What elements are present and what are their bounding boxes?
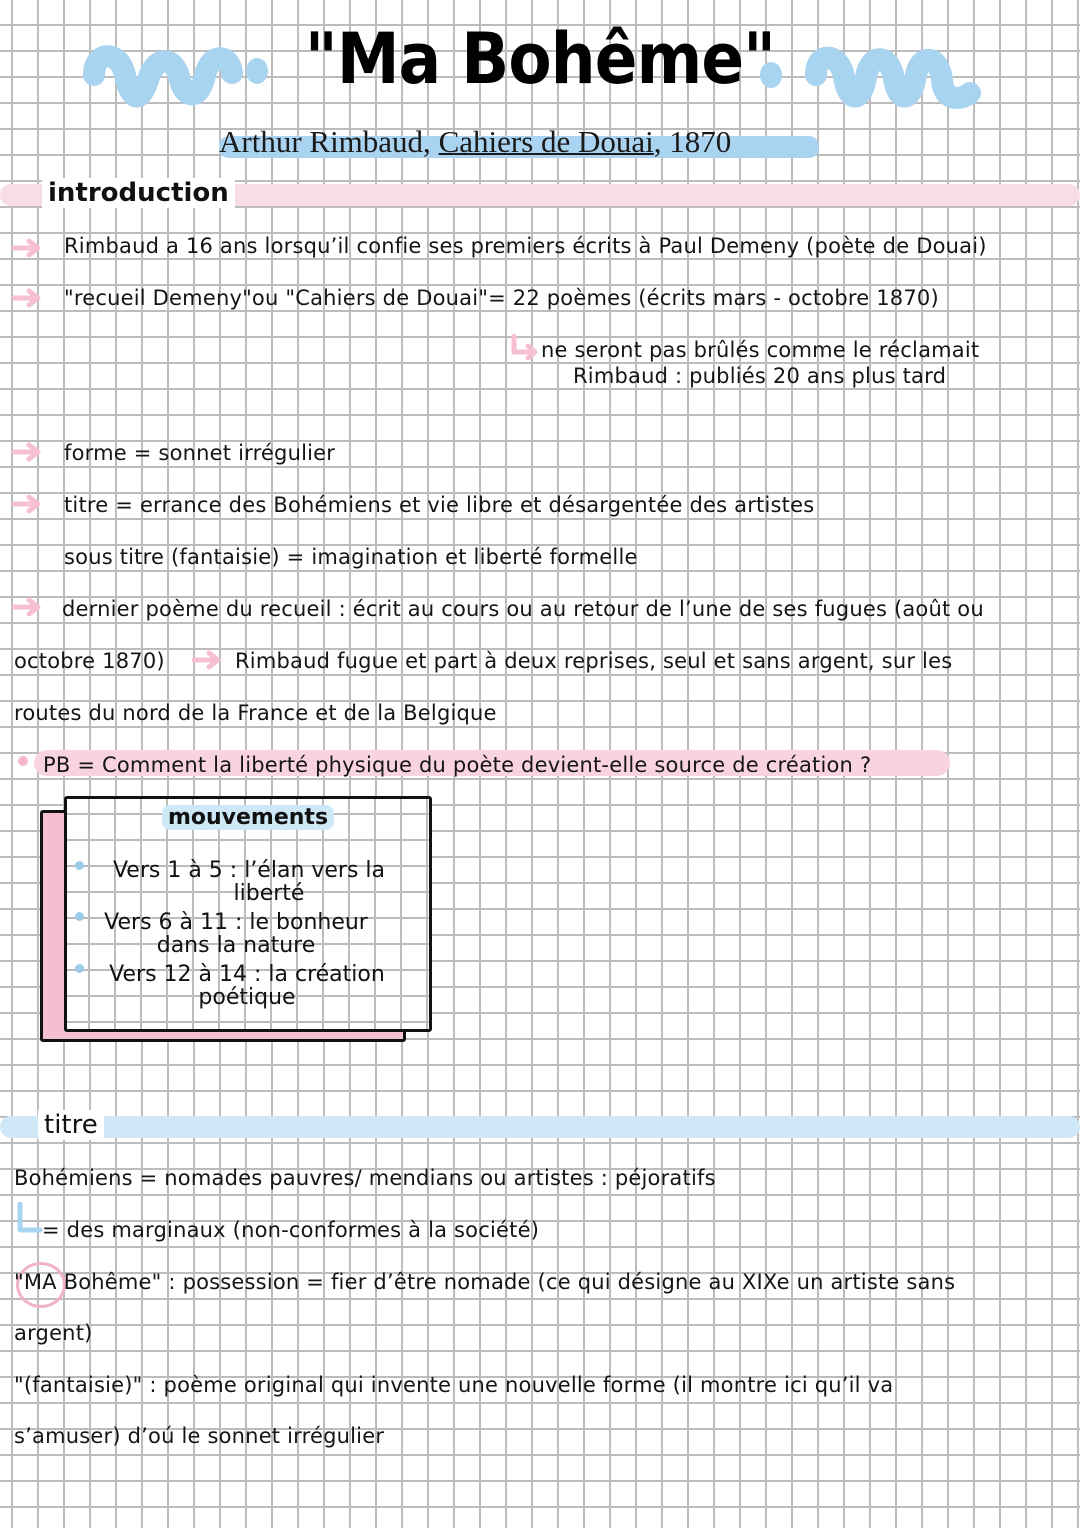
subtitle-author: Arthur Rimbaud,: [219, 124, 439, 159]
pink-right-arrow-icon: [12, 442, 44, 462]
subtitle: [219, 124, 731, 160]
pink-right-arrow-icon: [12, 494, 44, 514]
mouvement-1: Vers 1 à 5 : l’élan vers la liberté: [112, 858, 386, 906]
titre-bar: [0, 1116, 1080, 1138]
titre-line-amuser: s’amuser) d’oú le sonnet irrégulier: [14, 1424, 385, 1448]
mouvement-2: Vers 6 à 11 : le bonheur dans la nature: [104, 910, 368, 958]
intro-line-2: "recueil Demeny"ou "Cahiers de Douai"= 22 poèmes (écrits mars - octobre 1870): [64, 286, 939, 310]
pink-right-arrow-icon: [12, 238, 44, 258]
subtitle-work: Cahiers de Douai: [438, 124, 654, 159]
section-heading-introduction: introduction: [42, 178, 235, 208]
titre-line-marginaux: = des marginaux (non-conformes à la société): [42, 1218, 540, 1242]
intro-line-1: Rimbaud a 16 ans lorsqu’il confie ses premiers écrits à Paul Demeny (poète de Douai): [64, 234, 987, 258]
blue-hook-arrow-icon: [14, 1202, 44, 1238]
titre-line-argent: argent): [14, 1321, 93, 1345]
intro-line-octobre: octobre 1870): [14, 649, 165, 673]
problematique: PB = Comment la liberté physique du poète devient-elle source de création ?: [43, 753, 872, 777]
subtitle-year: , 1870: [653, 124, 732, 159]
intro-line-fugue: Rimbaud fugue et part à deux reprises, seul et sans argent, sur les: [235, 649, 953, 673]
intro-line-titre: titre = errance des Bohémiens et vie libre et désargentée des artistes: [64, 493, 815, 517]
page-title: "Ma Bohême": [304, 18, 776, 100]
pink-right-arrow-icon: [12, 597, 44, 617]
mouvements-title: mouvements: [67, 805, 429, 830]
blue-bullet-dot-icon: [75, 861, 84, 870]
intro-note-line-2: Rimbaud : publiés 20 ans plus tard: [573, 364, 947, 388]
hook-arrow-icon: [506, 334, 540, 360]
pink-right-arrow-icon: [12, 288, 44, 308]
intro-line-routes: routes du nord de la France et de la Belgique: [14, 701, 497, 725]
blue-bullet-dot-icon: [75, 912, 84, 921]
blue-bullet-dot-icon: [75, 964, 84, 973]
section-heading-titre: titre: [38, 1110, 104, 1140]
intro-line-forme: forme = sonnet irrégulier: [64, 441, 336, 465]
mouvement-3: Vers 12 à 14 : la création poétique: [109, 962, 385, 1010]
intro-line-dernier-poeme: dernier poème du recueil : écrit au cours ou au retour de l’une de ses fugues (août ou: [62, 597, 984, 621]
intro-note-line-1: ne seront pas brûlés comme le réclamait: [541, 338, 980, 362]
mouvements-box: [64, 796, 432, 1032]
titre-line-ma-boheme: "MA Bohême" : possession = fier d’être nomade (ce qui désigne au XIXe un artiste sans: [14, 1270, 956, 1294]
titre-line-fantaisie: "(fantaisie)" : poème original qui invente une nouvelle forme (il montre ici qu’il va: [14, 1373, 894, 1397]
pink-bullet-dot-icon: [18, 756, 28, 766]
pink-right-arrow-icon: [192, 650, 224, 670]
intro-line-sous-titre: sous titre (fantaisie) = imagination et liberté formelle: [64, 545, 638, 569]
titre-line-bohemiens: Bohémiens = nomades pauvres/ mendians ou artistes : péjoratifs: [14, 1166, 716, 1190]
